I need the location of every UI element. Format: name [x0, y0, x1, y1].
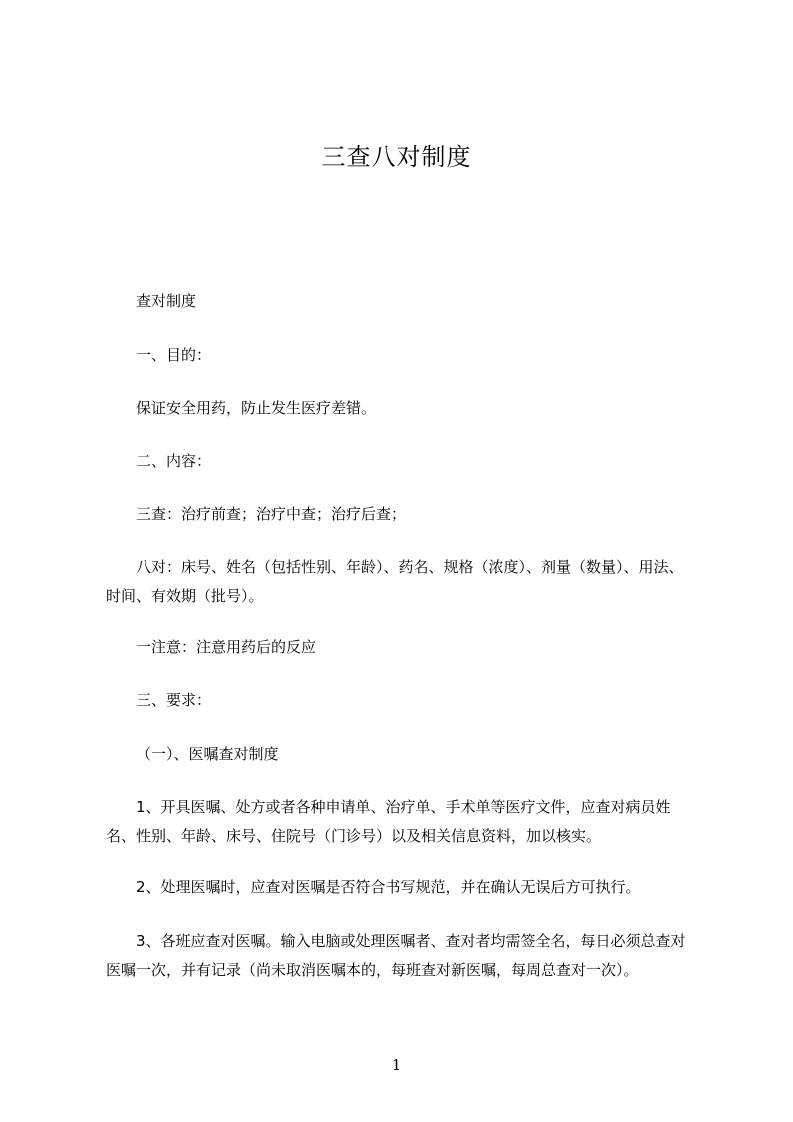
paragraph-one-attention: 一注意：注意用药后的反应 [136, 638, 317, 656]
paragraph-requirement-1: 1、开具医嘱、处方或者各种申请单、治疗单、手术单等医疗文件，应查对病员姓名、性别、年龄、床号、住院号（门诊号）以及相关信息资料，加以核实。 [106, 798, 671, 845]
paragraph-checking-system-heading: 查对制度 [136, 292, 197, 310]
paragraph-eight-verifications: 八对：床号、姓名（包括性别、年龄）、药名、规格（浓度）、剂量（数量）、用法、时间、有效期（批号）。 [106, 558, 684, 605]
paragraph-section-two-content: 二、内容： [136, 452, 212, 470]
paragraph-purpose-text: 保证安全用药，防止发生医疗差错。 [136, 399, 377, 417]
paragraph-three-checks: 三查：治疗前查；治疗中查；治疗后查； [136, 505, 407, 523]
paragraph-requirement-2: 2、处理医嘱时，应查对医嘱是否符合书写规范，并在确认无误后方可执行。 [136, 878, 641, 896]
document-title: 三查八对制度 [321, 143, 472, 171]
paragraph-section-one-purpose: 一、目的： [136, 346, 212, 364]
paragraph-requirement-3: 3、各班应查对医嘱。输入电脑或处理医嘱者、查对者均需签全名，每日必须总查对医嘱一次，并有记录（尚未取消医嘱本的，每班查对新医嘱，每周总查对一次）。 [106, 932, 686, 979]
paragraph-section-three-requirements: 三、要求： [136, 691, 212, 709]
page-number: 1 [391, 1056, 402, 1074]
paragraph-order-checking-heading: （一）、医嘱查对制度 [136, 745, 279, 763]
